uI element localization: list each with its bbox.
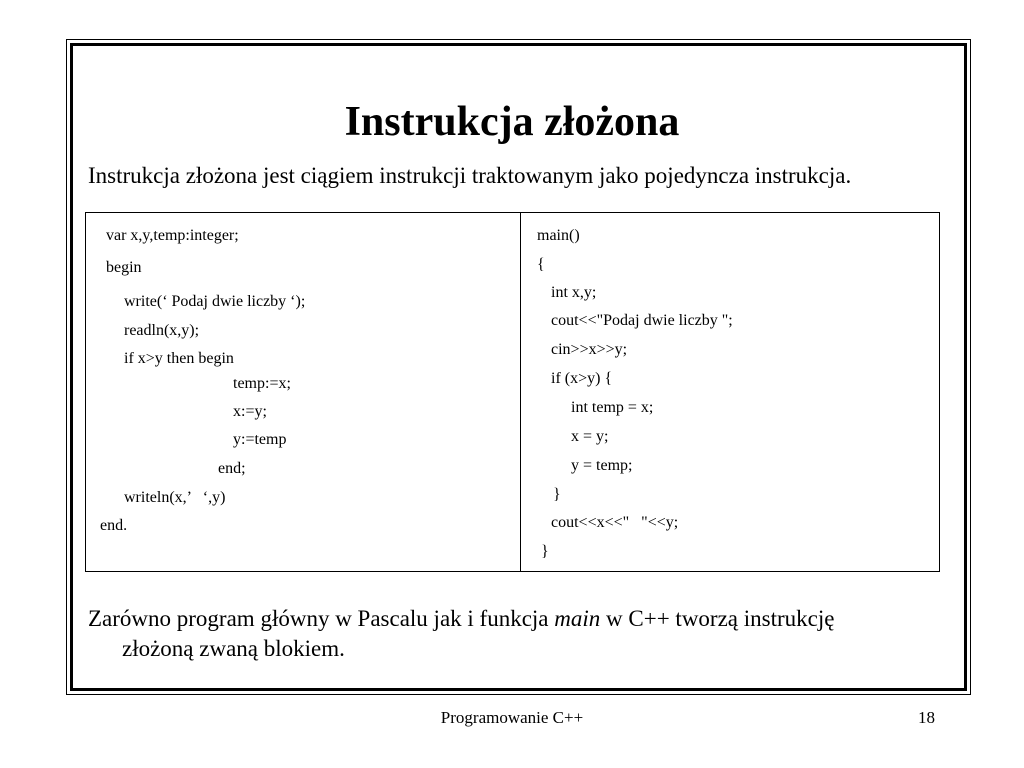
page-number: 18 (918, 708, 935, 727)
cpp-code-line: cin>>x>>y; (551, 341, 628, 358)
pascal-code-line: var x,y,temp:integer; (106, 227, 239, 244)
slide-title: Instrukcja złożona (344, 99, 680, 145)
cpp-code-line: } (541, 543, 549, 560)
cpp-code-line: { (537, 256, 545, 273)
summary-emphasis: main (554, 606, 601, 631)
summary-text-after: w C++ tworzą instrukcję (600, 606, 835, 631)
cpp-code-line: x = y; (571, 428, 609, 445)
pascal-code-line: writeln(x,’ ‘,y) (124, 489, 226, 506)
pascal-code-line: end. (100, 517, 128, 534)
code-comparison-table (85, 212, 940, 572)
intro-text: Instrukcja złożona jest ciągiem instrukcji traktowanym jako pojedyncza instrukcja. (88, 163, 852, 188)
code-table-divider (520, 212, 521, 572)
pascal-code-line: readln(x,y); (124, 322, 200, 339)
footer-course-title: Programowanie C++ (440, 708, 584, 727)
summary-text (88, 604, 948, 664)
pascal-code-line: y:=temp (233, 431, 287, 448)
cpp-code-line: int x,y; (551, 284, 597, 301)
summary-text-before: Zarówno program główny w Pascalu jak i funkcja (88, 606, 555, 631)
cpp-code-line: y = temp; (571, 457, 633, 474)
pascal-code-line: write(‘ Podaj dwie liczby ‘); (124, 293, 306, 310)
cpp-code-line: cout<<"Podaj dwie liczby "; (551, 312, 733, 329)
summary-line-1 (88, 604, 948, 634)
cpp-code-line: } (553, 486, 561, 503)
pascal-code-line: temp:=x; (233, 375, 291, 392)
cpp-code-line: cout<<x<<" "<<y; (551, 514, 679, 531)
summary-line-2: złożoną zwaną blokiem. (122, 636, 345, 661)
pascal-code-line: end; (218, 460, 246, 477)
cpp-code-line: int temp = x; (571, 399, 654, 416)
cpp-code-line: main() (537, 227, 580, 244)
cpp-code-line: if (x>y) { (551, 370, 613, 387)
pascal-code-line: x:=y; (233, 403, 267, 420)
pascal-code-line: begin (106, 259, 142, 276)
pascal-code-line: if x>y then begin (124, 350, 234, 367)
